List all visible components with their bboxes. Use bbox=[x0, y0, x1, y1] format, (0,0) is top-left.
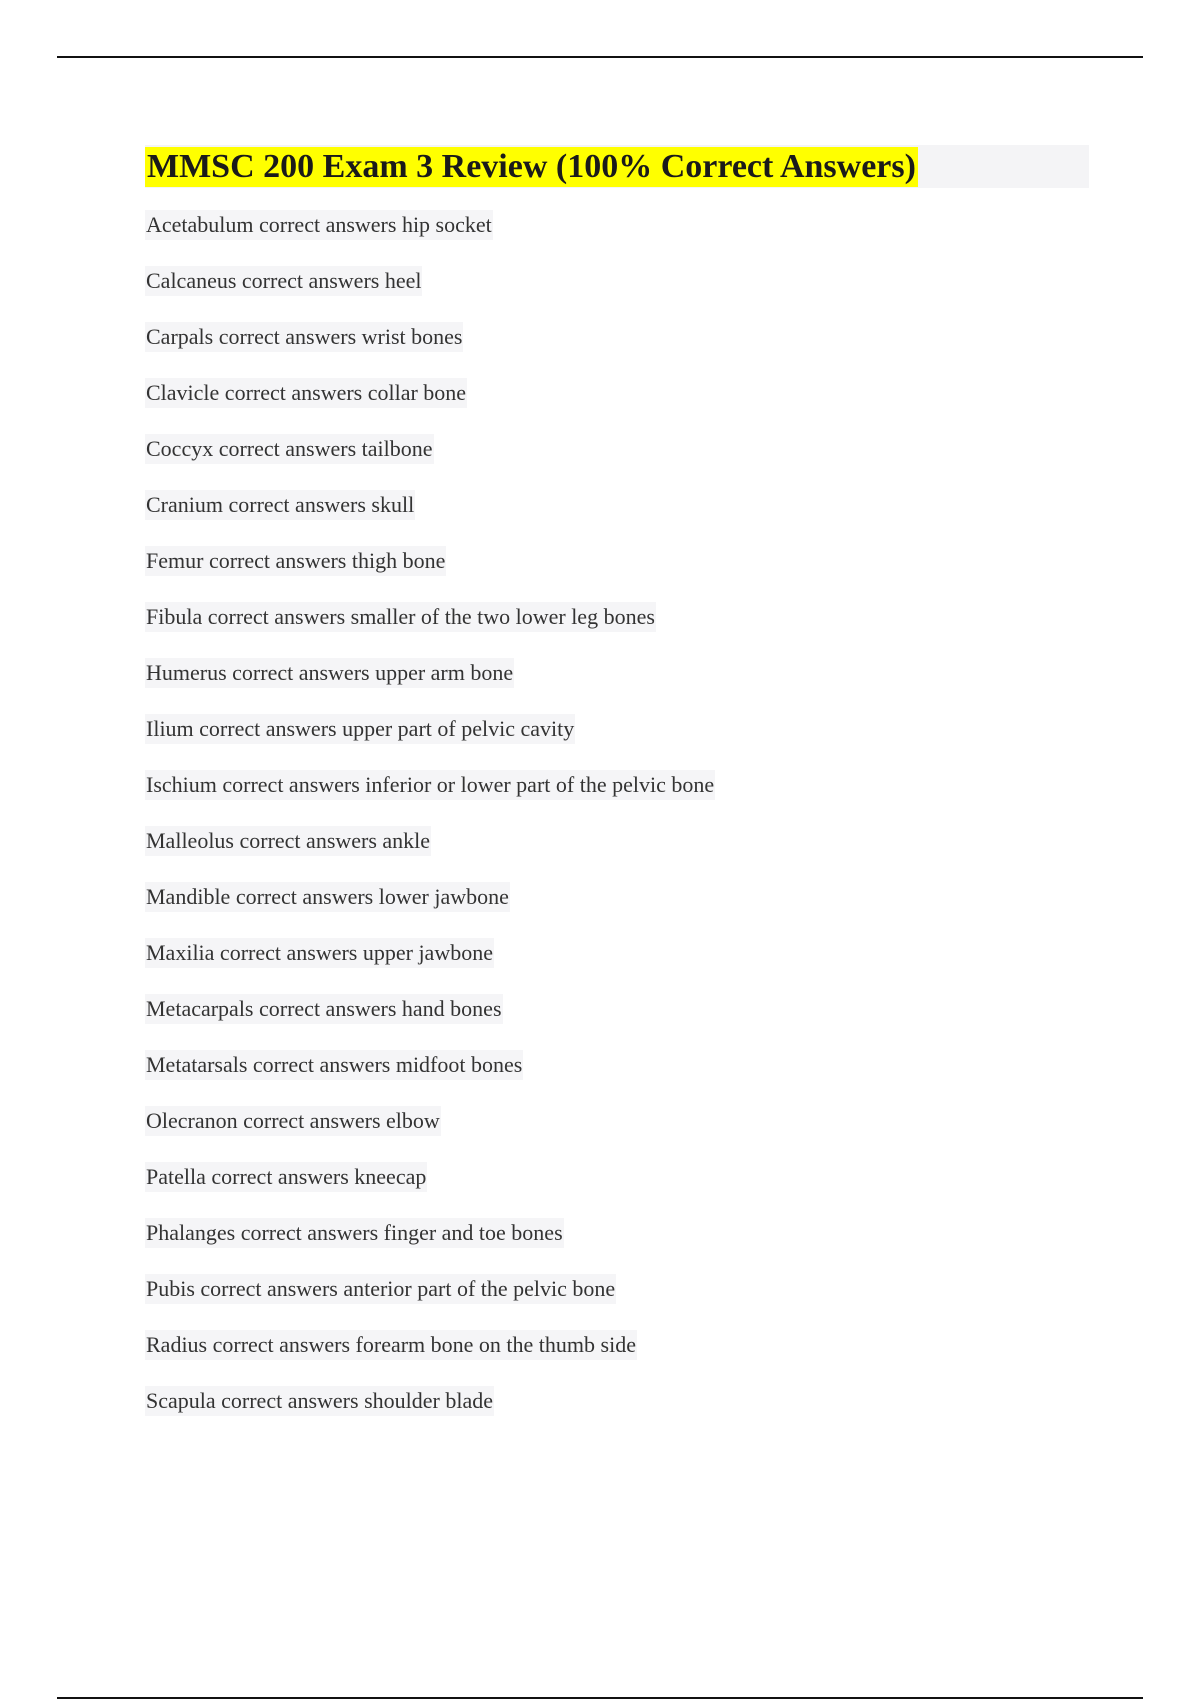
list-item bbox=[145, 1386, 715, 1442]
entry-text: Coccyx correct answers tailbone bbox=[145, 434, 434, 464]
entry-text: Pubis correct answers anterior part of the pelvic bone bbox=[145, 1274, 616, 1304]
entry-text: Ischium correct answers inferior or lower part of the pelvic bone bbox=[145, 770, 715, 800]
entry-text: Scapula correct answers shoulder blade bbox=[145, 1386, 494, 1416]
entry-text: Metacarpals correct answers hand bones bbox=[145, 994, 503, 1024]
list-item bbox=[145, 658, 715, 714]
list-item bbox=[145, 826, 715, 882]
top-rule bbox=[57, 56, 1143, 58]
list-item bbox=[145, 434, 715, 490]
entry-text: Clavicle correct answers collar bone bbox=[145, 378, 467, 408]
entry-text: Cranium correct answers skull bbox=[145, 490, 415, 520]
list-item bbox=[145, 1218, 715, 1274]
list-item bbox=[145, 490, 715, 546]
list-item bbox=[145, 602, 715, 658]
entry-text: Olecranon correct answers elbow bbox=[145, 1106, 441, 1136]
list-item bbox=[145, 1106, 715, 1162]
entry-text: Acetabulum correct answers hip socket bbox=[145, 210, 493, 240]
page-title: MMSC 200 Exam 3 Review (100% Correct Answers) bbox=[147, 148, 916, 185]
list-item bbox=[145, 1330, 715, 1386]
list-item bbox=[145, 322, 715, 378]
list-item bbox=[145, 1274, 715, 1330]
entry-text: Patella correct answers kneecap bbox=[145, 1162, 427, 1192]
entry-text: Carpals correct answers wrist bones bbox=[145, 322, 463, 352]
entry-text: Mandible correct answers lower jawbone bbox=[145, 882, 510, 912]
list-item bbox=[145, 770, 715, 826]
entry-text: Malleolus correct answers ankle bbox=[145, 826, 431, 856]
list-item bbox=[145, 938, 715, 994]
list-item bbox=[145, 994, 715, 1050]
entry-text: Phalanges correct answers finger and toe bones bbox=[145, 1218, 564, 1248]
list-item bbox=[145, 882, 715, 938]
entry-text: Femur correct answers thigh bone bbox=[145, 546, 446, 576]
list-item bbox=[145, 210, 715, 266]
list-item bbox=[145, 546, 715, 602]
entry-text: Maxilia correct answers upper jawbone bbox=[145, 938, 494, 968]
entry-text: Calcaneus correct answers heel bbox=[145, 266, 422, 296]
list-item bbox=[145, 266, 715, 322]
term-list bbox=[145, 210, 715, 1442]
list-item bbox=[145, 714, 715, 770]
list-item bbox=[145, 378, 715, 434]
entry-text: Metatarsals correct answers midfoot bones bbox=[145, 1050, 523, 1080]
entry-text: Humerus correct answers upper arm bone bbox=[145, 658, 514, 688]
entry-text: Radius correct answers forearm bone on the thumb side bbox=[145, 1330, 637, 1360]
list-item bbox=[145, 1162, 715, 1218]
list-item bbox=[145, 1050, 715, 1106]
entry-text: Ilium correct answers upper part of pelvic cavity bbox=[145, 714, 575, 744]
bottom-rule bbox=[57, 1697, 1143, 1699]
entry-text: Fibula correct answers smaller of the two lower leg bones bbox=[145, 602, 656, 632]
